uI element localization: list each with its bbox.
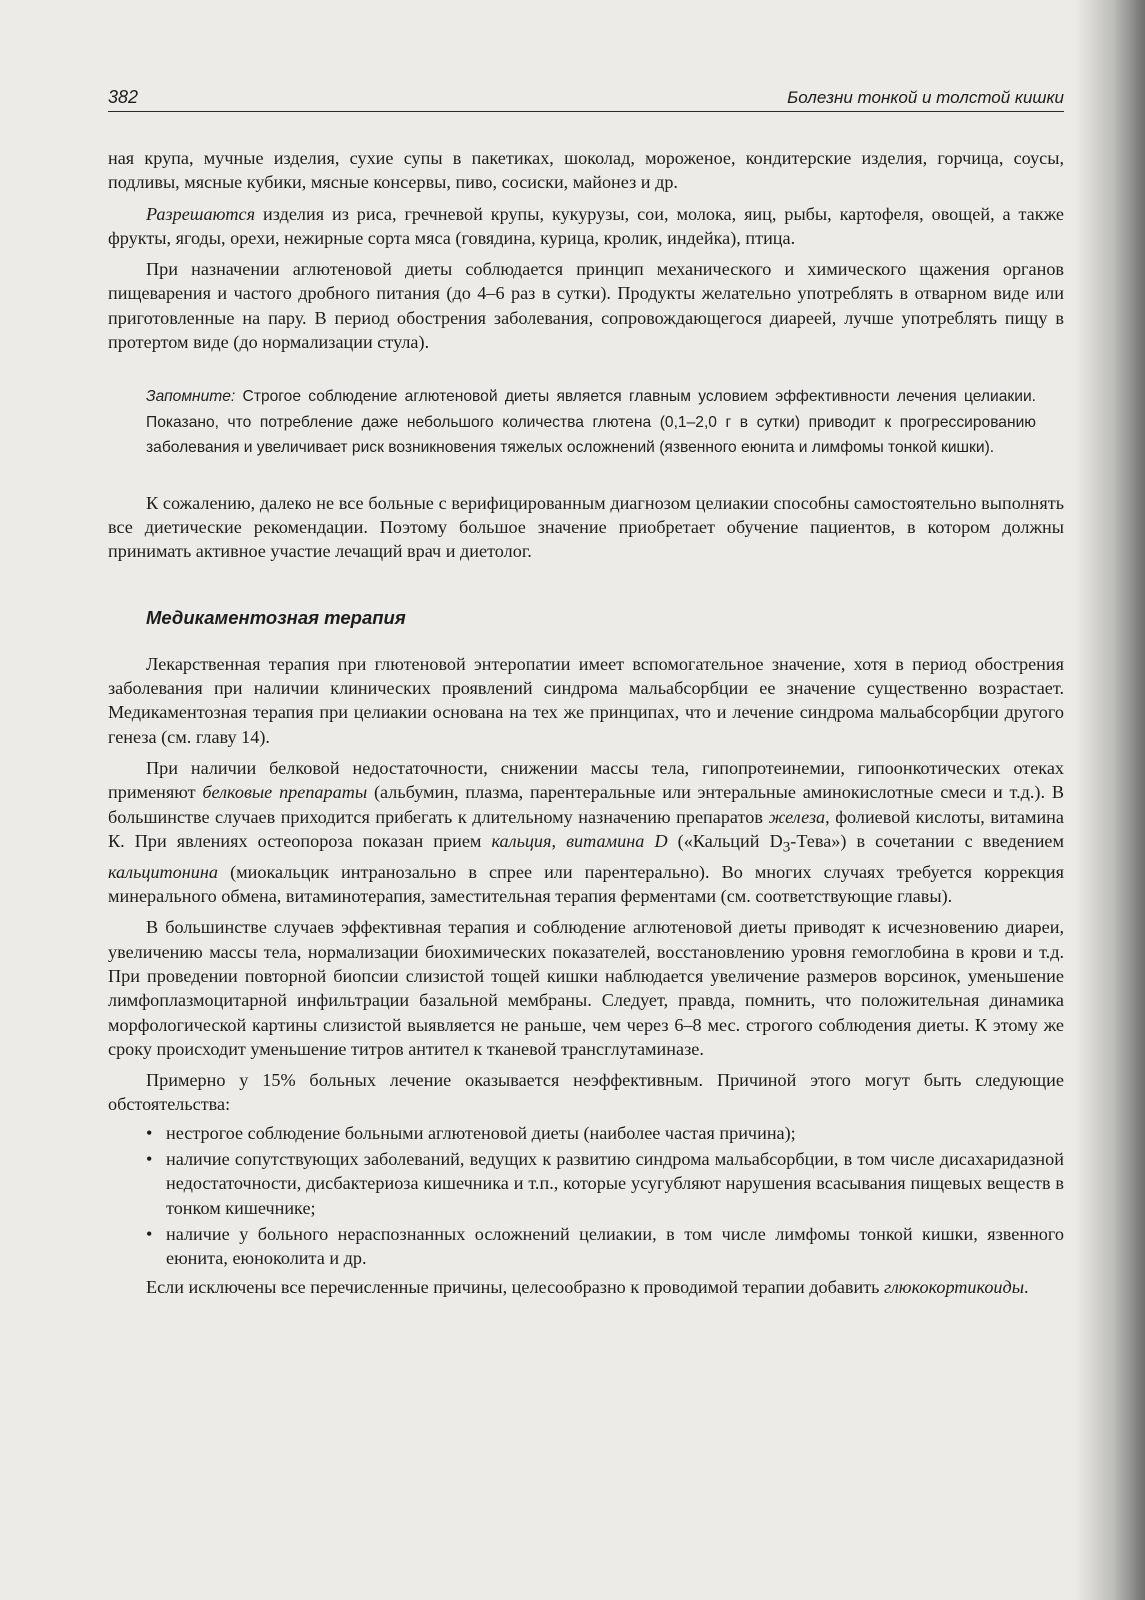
text-run: -Тева») в сочетании с введением: [790, 830, 1065, 851]
allowed-lead: Разрешаются: [146, 203, 256, 224]
paragraph-diet-principles: При назначении аглютеновой диеты соблюдается принцип механического и химического щажения органов пищеварения и частого дробного питания (до 4–6 раз в сутки). Продукты желательно употреблять в отварном виде или приготовленные на пару. В период обострения заболевания, сопровождающегося диареей, лучше употреблять пищу в протертом виде (до нормализации стула).: [108, 259, 1064, 353]
paragraph-allowed-foods: [108, 202, 1064, 251]
list-item-text: наличие у больного нераспознанных осложнений целиакии, в том числе лимфомы тонкой кишки, язвенного еюнита, еюноколита и др.: [166, 1223, 1064, 1269]
list-item: [108, 1222, 1064, 1271]
page-header: [108, 84, 1064, 112]
paragraph-protein-deficiency: [108, 756, 1064, 908]
text-run: Если исключены все перечисленные причины, целесообразно к проводимой терапии добавить: [146, 1276, 885, 1297]
text-run: (альбумин, плазма, парентеральные или энтеральные аминокислотные смеси и т.д.). В большинстве случаев приходится прибегать к длительному назначению препаратов: [108, 782, 1064, 827]
text-run: (миокальцик интранозально в спрее или парентерально). Во многих случаях требуется коррекция минерального обмена, витаминотерапия, заместительная терапия ферментами (см. соответствующие главы).: [108, 861, 1064, 907]
note-text: Строгое соблюдение аглютеновой диеты является главным условием эффективности лечения целиакии. Показано, что потребление даже небольшого количества глютена (0,1–2,0 г в сутки) приводит к прогрессированию заболевания и увеличивает риск возникновения тяжелых осложнений (язвенного еюнита и лимфомы тонкой кишки).: [146, 388, 1036, 457]
book-page: [108, 84, 1065, 1297]
emphasis-iron: железа: [768, 806, 826, 827]
emphasis-calcitonin: кальцитонина: [108, 861, 219, 882]
paragraph-glucocorticoids: [108, 1275, 1064, 1299]
subscript: 3: [782, 838, 791, 856]
list-item: [108, 1121, 1064, 1145]
causes-list: [108, 1121, 1064, 1271]
bullet-icon: •: [146, 1149, 153, 1170]
text-run: При наличии белковой недостаточности, снижении массы тела, гипопротеинемии, гипоонкотических отеках применяют: [108, 757, 1064, 803]
emphasis-vitamin-d: витамина D: [566, 830, 668, 851]
list-item-text: нестрогое соблюдение больными аглютеновой диеты (наиболее частая причина);: [166, 1122, 796, 1143]
text-run: , фолиевой кислоты, витамина К. При явлениях остеопороза показан прием: [108, 806, 1064, 851]
paragraph-effective-therapy: В большинстве случаев эффективная терапия и соблюдение аглютеновой диеты приводят к исчезновению диареи, увеличению массы тела, нормализации биохимических показателей, восстановлению уровня гемоглобина в крови и т.д. При проведении повторной биопсии слизистой тощей кишки наблюдается увеличение размеров ворсинок, уменьшение лимфоплазмоцитарной инфильтрации базальной мембраны. Следует, правда, помнить, что положительная динамика морфологической картины слизистой выявляется не раньше, чем через 6–8 мес. строгого соблюдения диеты. К этому же сроку происходит уменьшение титров антител к тканевой трансглутаминазе.: [108, 917, 1064, 1059]
paragraph-drug-therapy: Лекарственная терапия при глютеновой энтеропатии имеет вспомогательное значение, хотя в период обострения заболевания при наличии клинических проявлений синдрома мальабсорбции ее значение существенно возрастает. Медикаментозная терапия при целиакии основана на тех же принципах, что и лечение синдрома мальабсорбции другого генеза (см. главу 14).: [108, 653, 1064, 747]
page-number: 382: [108, 87, 139, 107]
note-label: Запомните:: [146, 388, 236, 406]
running-title: Болезни тонкой и толстой кишки: [787, 88, 1064, 107]
bullet-icon: •: [146, 1122, 153, 1143]
paragraph-patient-education: К сожалению, далеко не все больные с верифицированным диагнозом целиакии способны самостоятельно выполнять все диетические рекомендации. Поэтому большое значение приобретает обучение пациентов, в котором должны принимать активное участие лечащий врач и диетолог.: [108, 492, 1064, 562]
paragraph-ineffective-treatment: Примерно у 15% больных лечение оказывается неэффективным. Причиной этого могут быть следующие обстоятельства:: [108, 1070, 1064, 1115]
list-item: [108, 1147, 1064, 1220]
text-run: ,: [551, 830, 567, 851]
page-body: [108, 146, 1064, 1299]
emphasis-protein: белковые препараты: [202, 782, 368, 803]
page-edge-shadow: [1075, 0, 1145, 1600]
emphasis-calcium: кальция: [491, 830, 552, 851]
remember-note: [146, 384, 1036, 461]
allowed-text: изделия из риса, гречневой крупы, кукурузы, сои, молока, яиц, рыбы, картофеля, овощей, а также фрукты, ягоды, орехи, нежирные сорта мяса (говядина, курица, кролик, индейка), птица.: [108, 203, 1064, 248]
section-title: Медикаментозная терапия: [146, 606, 406, 628]
text-run: («Кальций D: [667, 830, 783, 851]
list-item-text: наличие сопутствующих заболеваний, ведущих к развитию синдрома мальабсорбции, в том числе дисахаридазной недостаточности, дисбактериоза кишечника и т.п., которые усугубляют нарушения всасывания пищевых веществ в тонком кишечнике;: [166, 1149, 1064, 1218]
bullet-icon: •: [146, 1223, 153, 1244]
emphasis-glucocorticoids: глюкокортикоиды: [884, 1276, 1025, 1297]
text-run: .: [1024, 1276, 1029, 1297]
paragraph-continued: ная крупа, мучные изделия, сухие супы в пакетиках, шоколад, мороженое, кондитерские изделия, горчица, соусы, подливы, мясные кубики, мясные консервы, пиво, сосиски, майонез и др.: [108, 148, 1064, 193]
